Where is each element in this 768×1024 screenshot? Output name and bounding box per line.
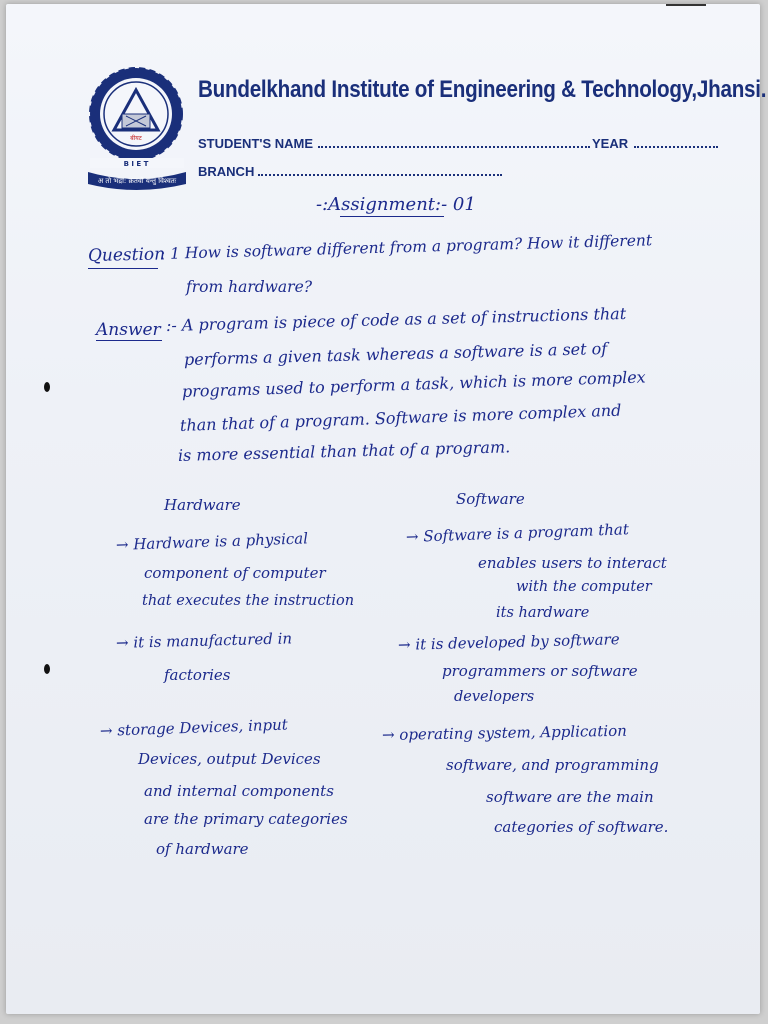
hardware-point-3-line-4: are the primary categories [144, 810, 348, 828]
branch-line [258, 174, 502, 176]
hardware-point-3-line-1: → storage Devices, input [99, 715, 289, 740]
hardware-point-1-line-1: → Hardware is a physical [115, 529, 309, 554]
hardware-point-1-line-3: that executes the instruction [142, 593, 355, 609]
answer-line-3: programs used to perform a task, which is more complex [181, 367, 646, 401]
svg-text:अ तो भद्रा: क्रतवो यन्तु विश्व: अ तो भद्रा: क्रतवो यन्तु विश्वतः [97, 177, 177, 185]
student-name-label: STUDENT'S NAME [198, 136, 314, 151]
software-point-3-line-4: categories of software. [494, 818, 669, 836]
assignment-underline [340, 216, 444, 217]
hardware-point-2-line-1: → it is manufactured in [115, 629, 293, 652]
punch-hole-bottom [44, 664, 50, 674]
hardware-heading: Hardware [164, 496, 241, 514]
year-label: YEAR [592, 136, 629, 151]
answer-line-4: than that of a program. Software is more complex and [179, 400, 622, 435]
answer-underline [96, 340, 162, 341]
hardware-point-3-line-2: Devices, output Devices [138, 750, 321, 768]
svg-text:बीयट: बीयट [130, 135, 142, 142]
answer-line-1: :- A program is piece of code as a set of instructions that [165, 303, 627, 335]
hardware-point-3-line-5: of hardware [156, 840, 249, 858]
branch-label: BRANCH [198, 164, 255, 179]
software-point-3-line-2: software, and programming [446, 756, 659, 774]
answer-line-2: performs a given task whereas a software is a set of [183, 338, 608, 369]
software-heading: Software [456, 490, 525, 508]
software-point-2-line-1: → it is developed by software [397, 630, 620, 654]
edge-mark [666, 4, 706, 6]
hardware-point-3-line-3: and internal components [144, 782, 334, 800]
software-point-2-line-3: developers [454, 689, 535, 705]
institute-name: Bundelkhand Institute of Engineering & Technology,Jhansi. [198, 76, 767, 103]
software-point-1-line-2: enables users to interact [478, 554, 667, 572]
software-point-1-line-3: with the computer [516, 579, 652, 595]
software-point-1-line-1: → Software is a program that [405, 520, 630, 546]
assignment-title: -:Assignment:- 01 [316, 194, 476, 215]
question-line-2: from hardware? [186, 278, 313, 296]
student-name-line [318, 146, 590, 148]
question-underline [88, 268, 158, 269]
hardware-point-2-line-2: factories [164, 666, 231, 684]
question-line-1: : 1 How is software different from a program? How it different [159, 231, 653, 263]
answer-label: Answer [96, 320, 161, 340]
answer-line-5: is more essential than that of a program. [177, 437, 511, 465]
hardware-point-1-line-2: component of computer [144, 564, 326, 582]
software-point-2-line-2: programmers or software [442, 662, 638, 680]
institute-logo-icon [84, 62, 192, 192]
software-point-3-line-3: software are the main [486, 788, 654, 806]
software-point-1-line-4: its hardware [496, 605, 590, 621]
question-label: Question [87, 244, 166, 266]
punch-hole-top [44, 382, 50, 392]
svg-text:B I E T: B I E T [123, 160, 149, 168]
software-point-3-line-1: → operating system, Application [381, 721, 627, 744]
year-line [634, 146, 718, 148]
